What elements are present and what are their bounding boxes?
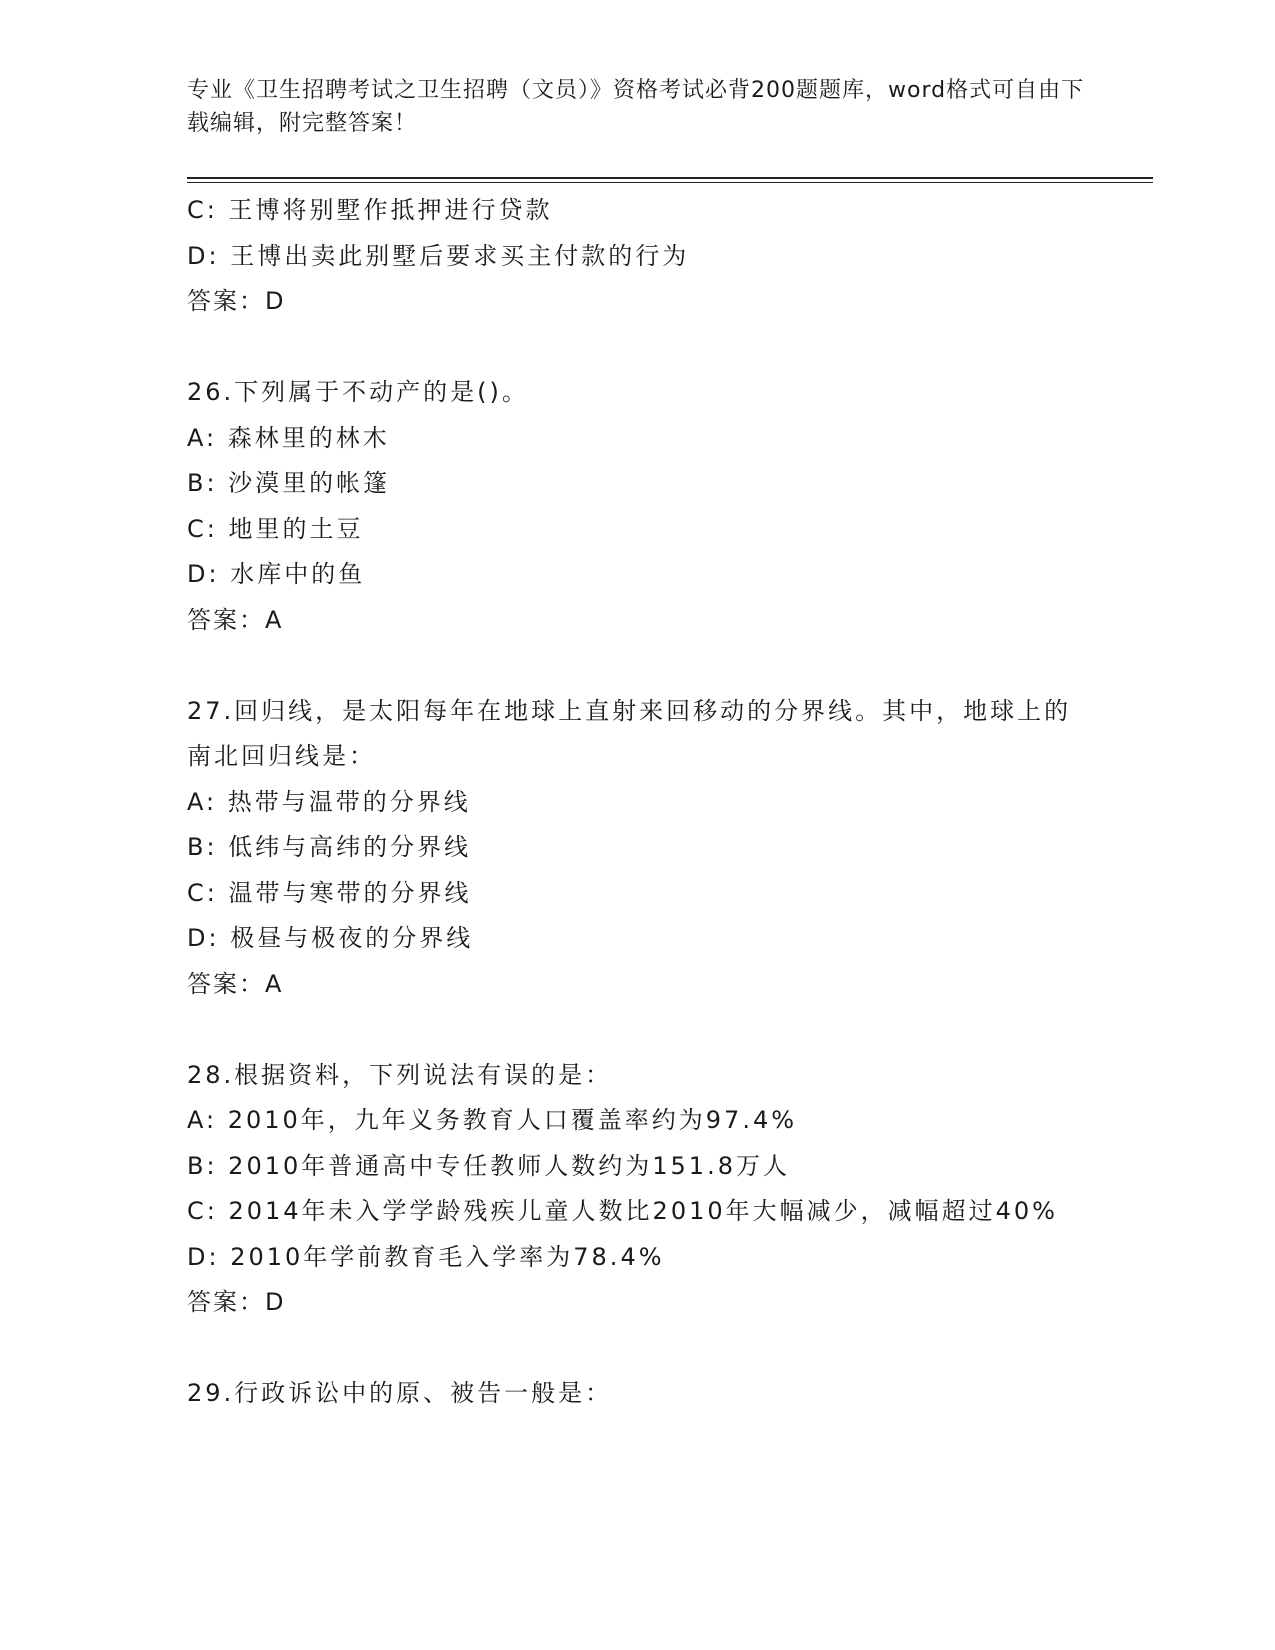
document-header: 专业《卫生招聘考试之卫生招聘（文员）》资格考试必背200题题库，word格式可自由下载编辑，附完整答案！: [187, 78, 1085, 136]
header-divider: [187, 177, 1153, 179]
question-stem: 26.下列属于不动产的是()。: [187, 378, 529, 406]
question-28: [187, 1053, 1087, 1326]
option-d: D: 水库中的鱼: [187, 560, 366, 588]
spacer: [187, 325, 1087, 371]
answer: 答案：D: [187, 1288, 286, 1316]
question-27: [187, 689, 1087, 1008]
question-stem: 27.回归线，是太阳每年在地球上直射来回移动的分界线。其中，地球上的南北回归线是：: [187, 696, 1072, 770]
question-stem: 28.根据资料，下列说法有误的是：: [187, 1060, 613, 1089]
option-c: C: 温带与寒带的分界线: [187, 878, 472, 907]
option-b: B: 沙漠里的帐篷: [187, 469, 391, 497]
option-b: B: 2010年普通高中专任教师人数约为151.8万人: [187, 1151, 790, 1180]
option-c: C: 2014年未入学学龄残疾儿童人数比2010年大幅减少，减幅超过40%: [187, 1197, 1058, 1225]
header-divider-thin: [187, 182, 1153, 183]
option-d: D: 王博出卖此别墅后要求买主付款的行为: [187, 241, 690, 270]
spacer: [187, 1007, 1087, 1053]
option-d: D: 极昼与极夜的分界线: [187, 924, 474, 952]
option-b: B: 低纬与高纬的分界线: [187, 833, 472, 861]
option-a: A: 2010年，九年义务教育人口覆盖率约为97.4%: [187, 1106, 798, 1134]
option-c: C: 王博将别墅作抵押进行贷款: [187, 196, 553, 224]
option-a: A: 森林里的林木: [187, 423, 390, 452]
question-stem: 29.行政诉讼中的原、被告一般是：: [187, 1379, 613, 1407]
spacer: [187, 643, 1087, 689]
question-list: [187, 188, 1087, 1417]
question-26: [187, 370, 1087, 643]
option-a: A: 热带与温带的分界线: [187, 787, 471, 816]
answer: 答案：D: [187, 287, 286, 315]
option-c: C: 地里的土豆: [187, 514, 364, 543]
question-25-continued: [187, 188, 1087, 325]
option-d: D: 2010年学前教育毛入学率为78.4%: [187, 1242, 665, 1271]
answer: 答案：A: [187, 969, 284, 998]
question-29: [187, 1371, 1087, 1417]
answer: 答案：A: [187, 605, 284, 634]
spacer: [187, 1326, 1087, 1372]
